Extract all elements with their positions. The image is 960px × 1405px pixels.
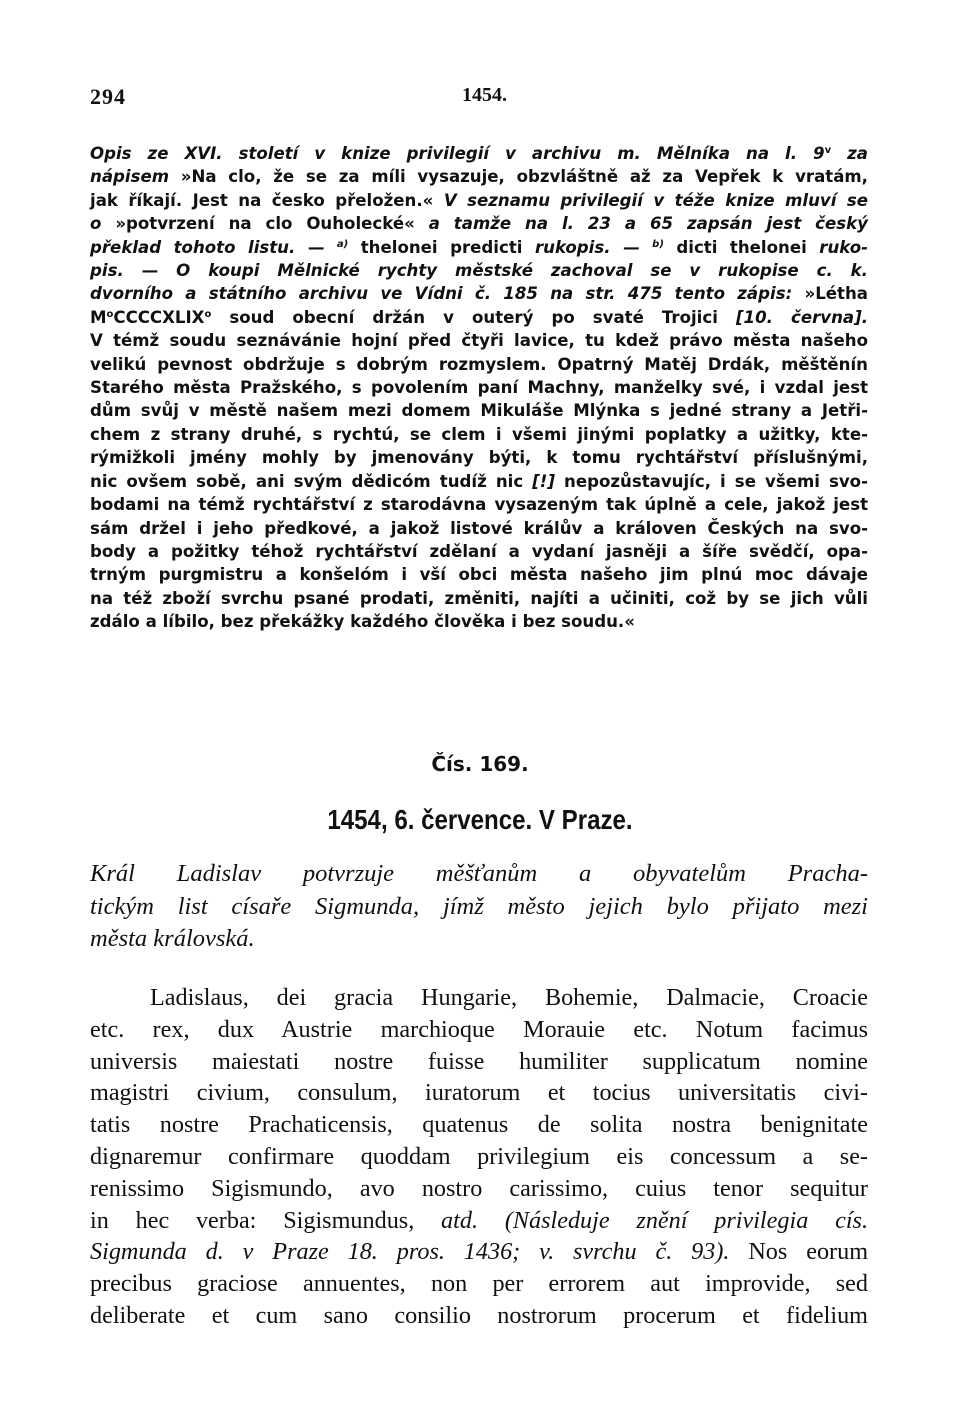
note-text: »Na clo, že se za míli vysazuje, obzvláštně až za Vepřek k vratám, (169, 167, 868, 187)
regest-line: Král Ladislav potvrzuje měšťanům a obyvatelům Pracha- (90, 860, 868, 887)
document-number: Čís. 169. (431, 752, 529, 776)
note-line: velikú pevnost obdržuje s dobrým rozmyslem. Opatrný Matěj Drdák, měštěnín (90, 354, 868, 374)
running-header-year: 1454. (462, 84, 507, 106)
note-text: V seznamu privilegií v téže knize mluví se (443, 190, 868, 210)
note-line: V témž soudu seznávánie hojní před čtyři lavice, tu kdež právo města našeho (90, 331, 868, 351)
note-line: zdálo a líbilo, bez překážky každého člověka i bez soudu.« (90, 612, 635, 632)
note-text: CCCCXLIX (113, 307, 205, 327)
note-text: nápisem (90, 167, 169, 187)
latin-text: in hec verba: Sigismundus, (90, 1206, 442, 1234)
regest-line: města královská. (90, 925, 255, 952)
note-superscript: o (204, 308, 212, 320)
note-text: dicti thelonei (663, 237, 820, 257)
note-text: thelonei predicti (348, 237, 535, 257)
note-line: Starého města Pražského, s povolením paní Machny, manželky své, i vzdal jest (90, 378, 868, 398)
latin-line: Ladislaus, dei gracia Hungarie, Bohemie, Dalmacie, Croacie (150, 984, 868, 1011)
latin-line: renissimo Sigismundo, avo nostro carissimo, cuius tenor sequitur (90, 1174, 868, 1202)
note-superscript: a) (336, 238, 349, 250)
note-line (90, 189, 868, 212)
note-line (90, 142, 868, 165)
note-text: a tamže na l. 23 a 65 zapsán jest český (428, 214, 868, 234)
note-text: »Létha (792, 284, 868, 304)
note-text: překlad tohoto listu. (90, 237, 296, 257)
note-line (90, 165, 868, 188)
note-superscript: o (106, 308, 114, 320)
note-text: jak říkají. Jest na česko přeložen.« (90, 190, 444, 210)
latin-line: deliberate et cum sano consilio nostrorum procerum et fidelium (90, 1301, 868, 1329)
note-line: trným purgmistru a konšelóm i vší obci města našeho jim plnú moc dávaje (90, 565, 868, 585)
latin-line: etc. rex, dux Austrie marchioque Morauie etc. Notum facimus (90, 1015, 868, 1043)
regest-line: tickým list císaře Sigmunda, jímž město jejich bylo přijato mezi (90, 892, 868, 920)
note-superscript: v (824, 145, 832, 156)
latin-line: precibus graciose annuentes, non per errorem aut improvide, sed (90, 1270, 868, 1298)
latin-text-block (90, 982, 868, 1332)
latin-line: tatis nostre Prachaticensis, quatenus de solita nostra benignitate (90, 1111, 868, 1139)
note-line (90, 259, 868, 282)
note-line: sám držel i jeho předkové, a jakož listové králův a královen Českých na svo- (90, 518, 868, 538)
note-line (90, 306, 868, 329)
note-line (90, 236, 868, 259)
note-text: za (831, 144, 868, 163)
note-superscript: b) (652, 238, 664, 250)
note-text: [10. června]. (735, 307, 868, 327)
latin-text: Sigmunda d. v Praze 18. pros. 1436; v. svrchu č. 93). (90, 1238, 730, 1266)
note-text: — (610, 237, 653, 257)
note-text: nepozůstavujíc, i se všemi svo- (554, 471, 868, 491)
note-text: rukopis. (534, 237, 611, 257)
note-text: — (295, 237, 337, 257)
page-number: 294 (90, 84, 126, 109)
note-text: o (90, 214, 116, 234)
latin-line (90, 1236, 868, 1268)
note-text: O koupi Mělnické rychty městské zachoval se v rukopise c. k. (176, 261, 868, 281)
footnote-block (90, 142, 868, 634)
note-line (90, 212, 868, 235)
document-date-place: 1454, 6. července. V Praze. (327, 804, 633, 835)
note-text: nic ovšem sobě, ani svým dědicóm tudíž nic (90, 471, 533, 491)
note-line: rýmižkoli jmény mohly by jmenovány býti, k tomu rychtářství příslušnými, (90, 448, 868, 468)
note-text: Opis ze XVI. století v knize privilegií v archivu m. Mělníka na l. 9 (90, 144, 825, 163)
latin-text: (Následuje znění privilegia cís. (504, 1206, 869, 1234)
latin-text: Nos eorum (729, 1238, 869, 1266)
note-line: bodami na témž rychtářství z starodávna vysazeným tak úplně a cele, jakož jest (90, 495, 868, 515)
note-line (90, 470, 868, 493)
note-text: ruko- (819, 237, 869, 257)
latin-text (478, 1207, 505, 1234)
note-line: na též zboží svrchu psané prodati, změniti, najíti a učiniti, což by se jich vůli (90, 588, 868, 608)
note-line: dům svůj v městě našem mezi domem Mikuláše Mlýnka s jedné strany a Jetři- (90, 401, 868, 421)
note-text: [!] (532, 471, 555, 491)
note-text: soud obecní držán v outerý po svaté Trojici (211, 307, 736, 327)
latin-line: universis maiestati nostre fuisse humiliter supplicatum nomine (90, 1047, 868, 1075)
latin-line: magistri civium, consulum, iuratorum et tocius universitatis civi- (90, 1079, 868, 1107)
latin-text: atd. (441, 1206, 479, 1234)
note-text: pis. (90, 261, 124, 281)
note-text: M (90, 307, 107, 327)
note-line: body a požitky téhož rychtářství zdělaní a vydaní jasněji a šíře svědčí, opa- (90, 541, 868, 561)
note-text: »potvrzení na clo Ouholecké« (115, 214, 429, 234)
note-line: chem z strany druhé, s rychtú, se clem i všemi jinými poplatky a užitky, kte- (90, 424, 868, 444)
latin-line (90, 1205, 868, 1237)
note-text: dvorního a státního archivu ve Vídni č. 185 na str. 475 tento zápis: (90, 284, 793, 304)
document-regest (90, 858, 868, 956)
note-line (90, 282, 868, 305)
latin-line: dignaremur confirmare quoddam privilegium eis concessum a se- (90, 1142, 868, 1170)
note-text: — (123, 261, 177, 281)
